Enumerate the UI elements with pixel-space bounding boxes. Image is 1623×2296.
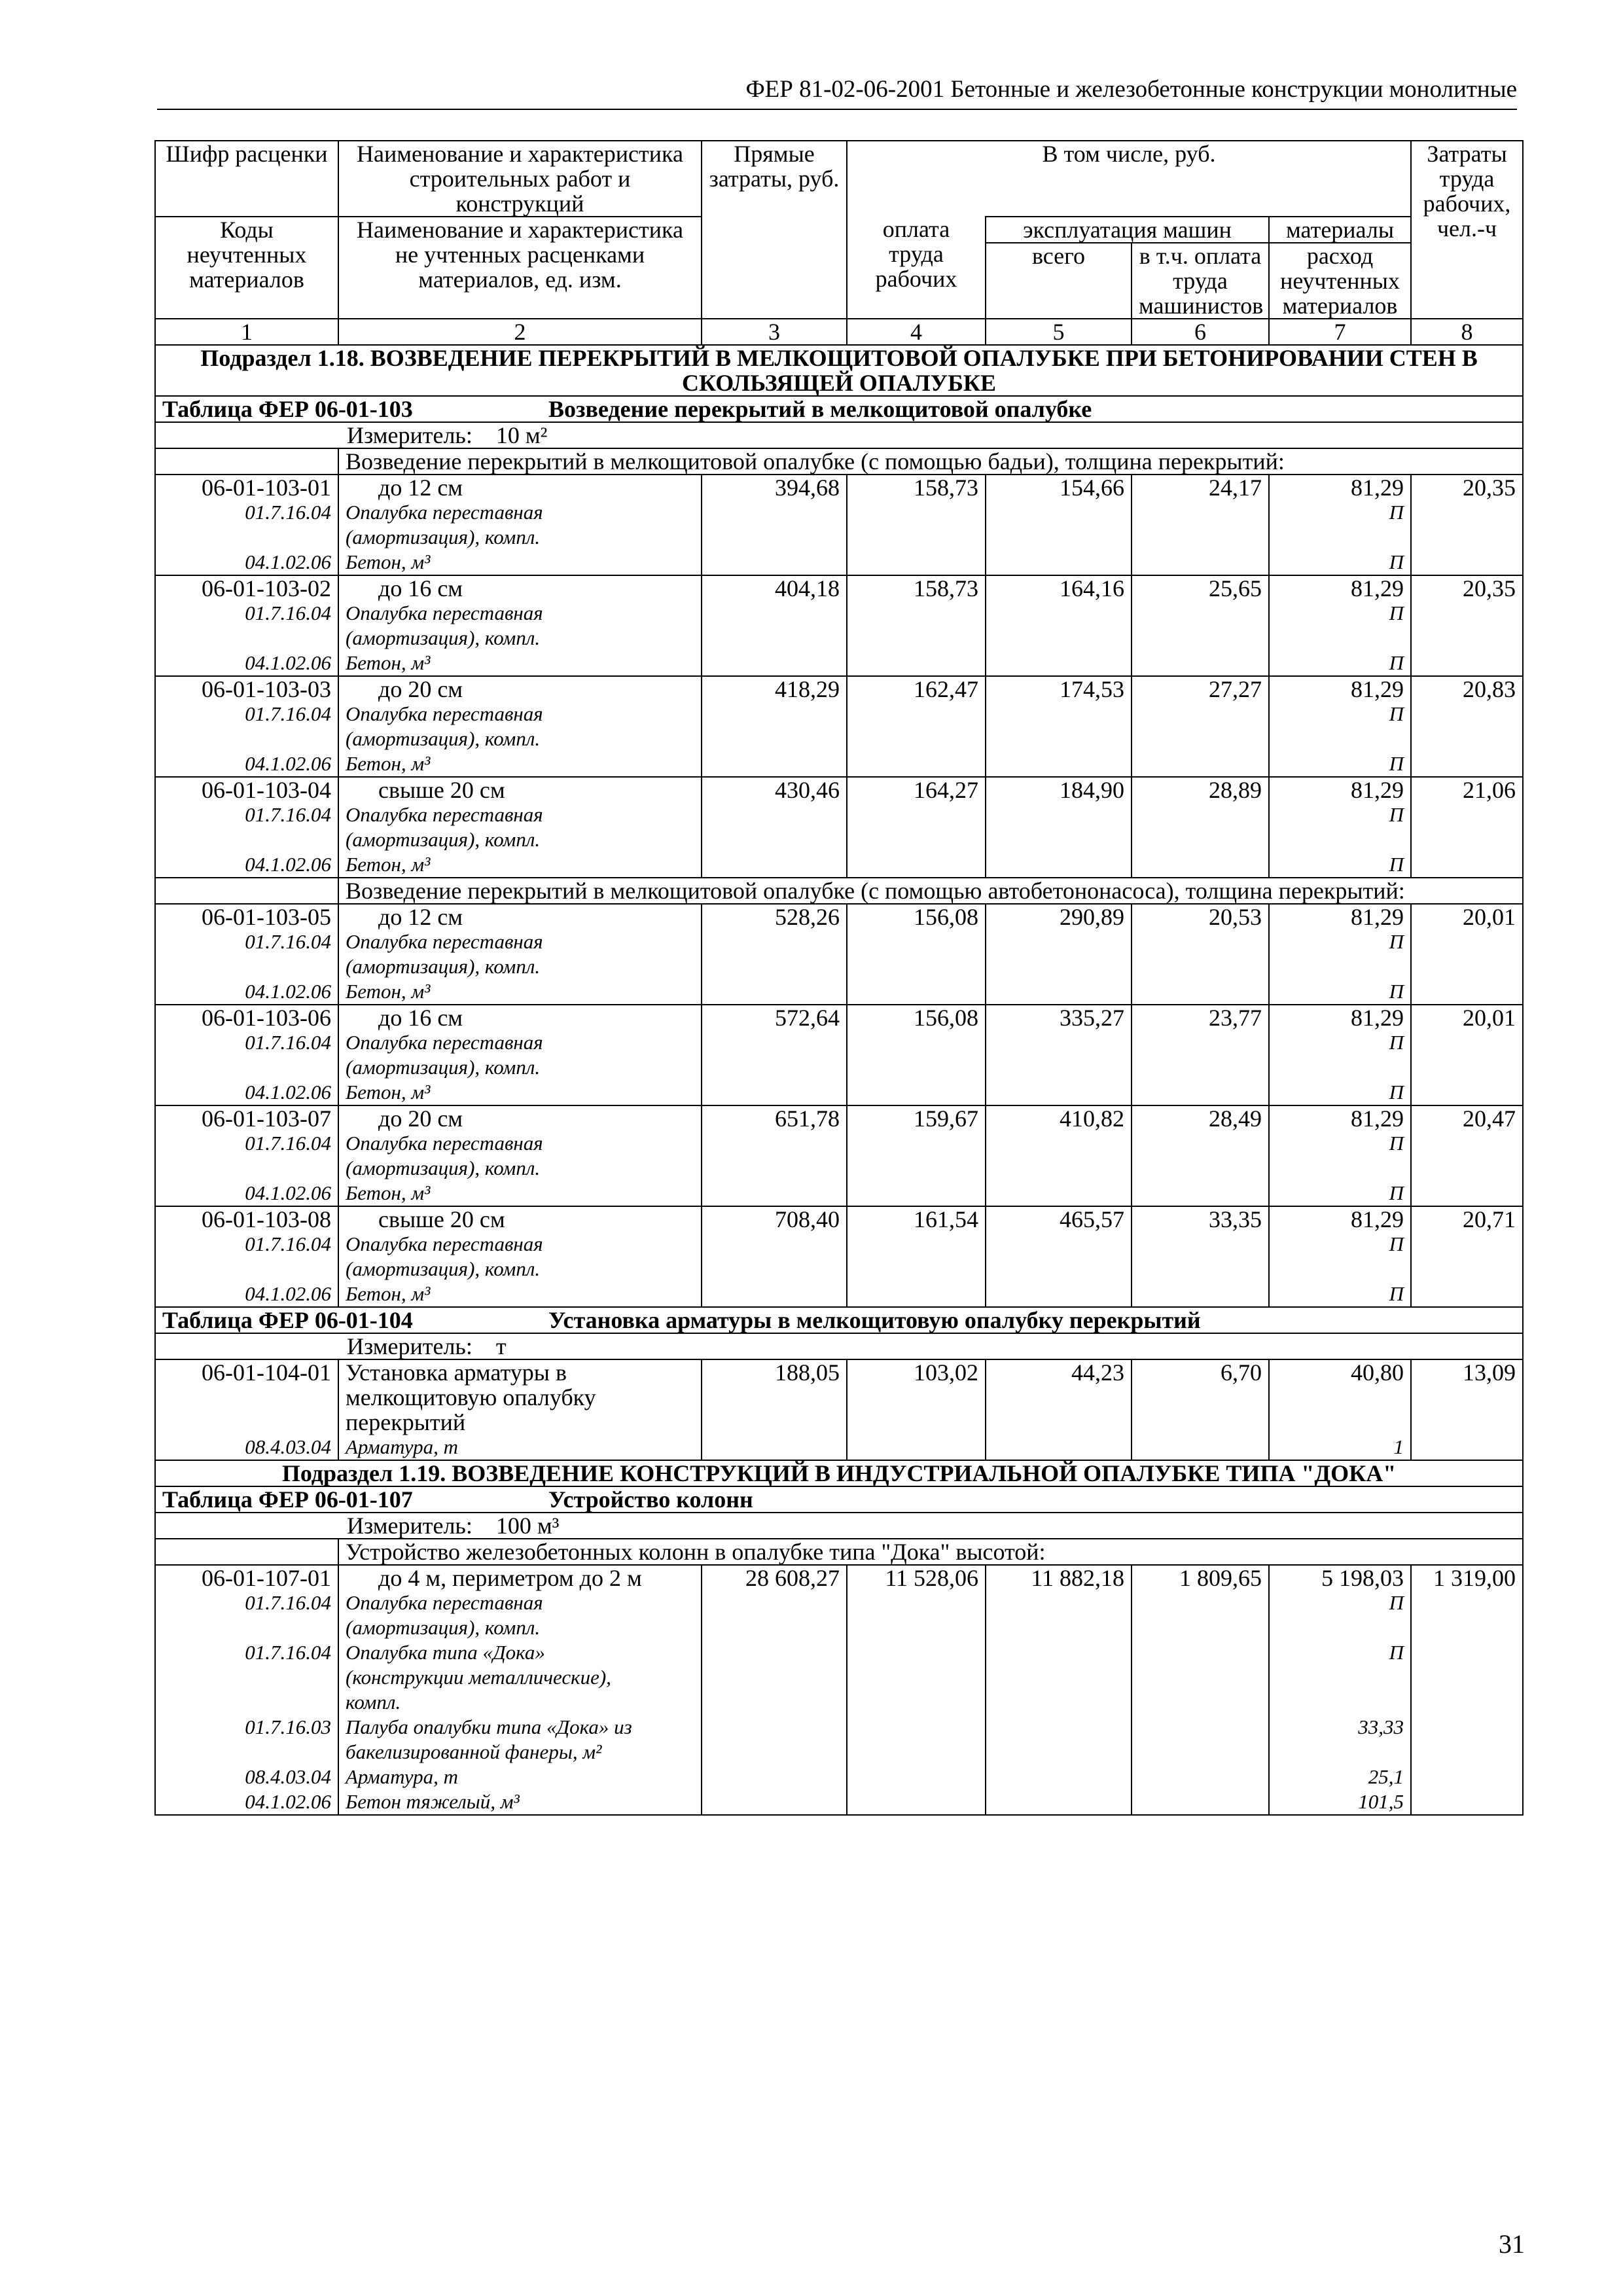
direct-cost: 418,29 bbox=[702, 676, 847, 777]
col-codes: Коды неучтенных материалов bbox=[155, 217, 338, 319]
rate-names: до 16 см Опалубка переставная (амортизация), компл. Бетон, м³ bbox=[338, 575, 702, 676]
labor-hours: 1 319,00 bbox=[1411, 1565, 1523, 1815]
col-number: 6 bbox=[1132, 319, 1269, 345]
section-title: Подраздел 1.18. ВОЗВЕДЕНИЕ ПЕРЕКРЫТИЙ В МЕЛКОЩИТОВОЙ ОПАЛУБКЕ ПРИ БЕТОНИРОВАНИИ СТЕН В СКОЛЬЗЯЩЕЙ ОПАЛУБКЕ bbox=[155, 345, 1523, 396]
rate-codes: 06-01-103-03 01.7.16.04 04.1.02.06 bbox=[155, 676, 338, 777]
col-cipher: Шифр расценки bbox=[155, 141, 338, 217]
labor-hours: 20,35 bbox=[1411, 575, 1523, 676]
materials: 81,29 П П bbox=[1269, 475, 1411, 575]
meter: Измеритель: т bbox=[155, 1333, 1523, 1359]
labor-pay: 158,73 bbox=[847, 575, 986, 676]
machinists-pay: 24,17 bbox=[1132, 475, 1269, 575]
col-name2: Наименование и характеристика не учтенных расценками материалов, ед. изм. bbox=[338, 217, 702, 319]
labor-pay: 162,47 bbox=[847, 676, 986, 777]
col-direct: Прямые затраты, руб. bbox=[702, 141, 847, 319]
meter: Измеритель: 100 м³ bbox=[155, 1513, 1523, 1539]
labor-pay: 156,08 bbox=[847, 904, 986, 1005]
col-labor-pay: оплата труда рабочих bbox=[847, 217, 986, 319]
direct-cost: 404,18 bbox=[702, 575, 847, 676]
direct-cost: 528,26 bbox=[702, 904, 847, 1005]
direct-cost: 188,05 bbox=[702, 1359, 847, 1460]
materials: 81,29 П П bbox=[1269, 777, 1411, 878]
table-title: Таблица ФЕР 06-01-103 Возведение перекрытий в мелкощитовой опалубке bbox=[155, 396, 1523, 422]
machinists-pay: 25,65 bbox=[1132, 575, 1269, 676]
machinists-pay: 23,77 bbox=[1132, 1005, 1269, 1105]
col-including: В том числе, руб. bbox=[847, 141, 1411, 217]
table-title: Таблица ФЕР 06-01-107 Устройство колонн bbox=[155, 1486, 1523, 1513]
labor-hours: 20,01 bbox=[1411, 904, 1523, 1005]
labor-pay: 164,27 bbox=[847, 777, 986, 878]
labor-hours: 21,06 bbox=[1411, 777, 1523, 878]
labor-pay: 159,67 bbox=[847, 1105, 986, 1206]
materials: 81,29 П П bbox=[1269, 1005, 1411, 1105]
machinists-pay: 1 809,65 bbox=[1132, 1565, 1269, 1815]
col-machines: эксплуатация машин bbox=[986, 217, 1269, 243]
col-number: 7 bbox=[1269, 319, 1411, 345]
materials: 81,29 П П bbox=[1269, 1105, 1411, 1206]
direct-cost: 708,40 bbox=[702, 1206, 847, 1307]
page-number: 31 bbox=[1499, 2229, 1525, 2259]
rate-codes: 06-01-107-01 01.7.16.04 01.7.16.04 01.7.16.03 08.4.03.04 04.1.02.06 bbox=[155, 1565, 338, 1815]
machinists-pay: 27,27 bbox=[1132, 676, 1269, 777]
labor-pay: 161,54 bbox=[847, 1206, 986, 1307]
rate-codes: 06-01-103-02 01.7.16.04 04.1.02.06 bbox=[155, 575, 338, 676]
machines-total: 44,23 bbox=[986, 1359, 1132, 1460]
rate-codes: 06-01-103-06 01.7.16.04 04.1.02.06 bbox=[155, 1005, 338, 1105]
price-table bbox=[154, 140, 1524, 1816]
labor-pay: 156,08 bbox=[847, 1005, 986, 1105]
meter: Измеритель: 10 м² bbox=[155, 422, 1523, 448]
rate-names: Установка арматуры в мелкощитовую опалубку перекрытий Арматура, т bbox=[338, 1359, 702, 1460]
direct-cost: 430,46 bbox=[702, 777, 847, 878]
machinists-pay: 20,53 bbox=[1132, 904, 1269, 1005]
col-number: 4 bbox=[847, 319, 986, 345]
machinists-pay: 28,49 bbox=[1132, 1105, 1269, 1206]
machines-total: 465,57 bbox=[986, 1206, 1132, 1307]
machines-total: 290,89 bbox=[986, 904, 1132, 1005]
labor-pay: 158,73 bbox=[847, 475, 986, 575]
machinists-pay: 6,70 bbox=[1132, 1359, 1269, 1460]
col-materials-spend: расход неучтенных материалов bbox=[1269, 243, 1411, 319]
materials: 81,29 П П bbox=[1269, 904, 1411, 1005]
rate-names: до 12 см Опалубка переставная (амортизация), компл. Бетон, м³ bbox=[338, 475, 702, 575]
machinists-pay: 33,35 bbox=[1132, 1206, 1269, 1307]
labor-hours: 20,47 bbox=[1411, 1105, 1523, 1206]
col-name: Наименование и характеристика строительных работ и конструкций bbox=[338, 141, 702, 217]
labor-hours: 13,09 bbox=[1411, 1359, 1523, 1460]
machines-total: 410,82 bbox=[986, 1105, 1132, 1206]
rate-names: свыше 20 см Опалубка переставная (амортизация), компл. Бетон, м³ bbox=[338, 1206, 702, 1307]
rate-names: до 4 м, периметром до 2 м Опалубка переставная (амортизация), компл. Опалубка типа «Дока» (конструкции металлические), компл. Палуба опалубки типа «Дока» из бакелизированной фанеры, м² Арматура, т Бетон тяжелый, м³ bbox=[338, 1565, 702, 1815]
rate-names: свыше 20 см Опалубка переставная (амортизация), компл. Бетон, м³ bbox=[338, 777, 702, 878]
materials: 40,80 1 bbox=[1269, 1359, 1411, 1460]
materials: 81,29 П П bbox=[1269, 575, 1411, 676]
group-caption: Возведение перекрытий в мелкощитовой опалубке (с помощью автобетононасоса), толщина перекрытий: bbox=[338, 878, 1523, 904]
machines-total: 164,16 bbox=[986, 575, 1132, 676]
rate-codes: 06-01-103-08 01.7.16.04 04.1.02.06 bbox=[155, 1206, 338, 1307]
col-number: 8 bbox=[1411, 319, 1523, 345]
col-machines-total: всего bbox=[986, 243, 1132, 319]
table-title: Таблица ФЕР 06-01-104 Установка арматуры в мелкощитовую опалубку перекрытий bbox=[155, 1307, 1523, 1333]
machines-total: 174,53 bbox=[986, 676, 1132, 777]
materials: 5 198,03 П П 33,33 25,1 101,5 bbox=[1269, 1565, 1411, 1815]
machinists-pay: 28,89 bbox=[1132, 777, 1269, 878]
col-materials: материалы bbox=[1269, 217, 1411, 243]
col-number: 2 bbox=[338, 319, 702, 345]
direct-cost: 394,68 bbox=[702, 475, 847, 575]
rate-codes: 06-01-104-01 08.4.03.04 bbox=[155, 1359, 338, 1460]
page-header: ФЕР 81-02-06-2001 Бетонные и железобетонные конструкции монолитные bbox=[157, 73, 1517, 110]
rate-codes: 06-01-103-01 01.7.16.04 04.1.02.06 bbox=[155, 475, 338, 575]
machines-total: 154,66 bbox=[986, 475, 1132, 575]
machines-total: 11 882,18 bbox=[986, 1565, 1132, 1815]
direct-cost: 651,78 bbox=[702, 1105, 847, 1206]
section-title: Подраздел 1.19. ВОЗВЕДЕНИЕ КОНСТРУКЦИЙ В ИНДУСТРИАЛЬНОЙ ОПАЛУБКЕ ТИПА "ДОКА" bbox=[155, 1460, 1523, 1486]
machines-total: 184,90 bbox=[986, 777, 1132, 878]
col-number: 1 bbox=[155, 319, 338, 345]
direct-cost: 572,64 bbox=[702, 1005, 847, 1105]
materials: 81,29 П П bbox=[1269, 676, 1411, 777]
labor-hours: 20,01 bbox=[1411, 1005, 1523, 1105]
group-caption: Устройство железобетонных колонн в опалубке типа "Дока" высотой: bbox=[338, 1539, 1523, 1565]
labor-hours: 20,83 bbox=[1411, 676, 1523, 777]
rate-names: до 20 см Опалубка переставная (амортизация), компл. Бетон, м³ bbox=[338, 1105, 702, 1206]
col-number: 3 bbox=[702, 319, 847, 345]
machines-total: 335,27 bbox=[986, 1005, 1132, 1105]
rate-names: до 12 см Опалубка переставная (амортизация), компл. Бетон, м³ bbox=[338, 904, 702, 1005]
rate-names: до 16 см Опалубка переставная (амортизация), компл. Бетон, м³ bbox=[338, 1005, 702, 1105]
col-number: 5 bbox=[986, 319, 1132, 345]
rate-codes: 06-01-103-05 01.7.16.04 04.1.02.06 bbox=[155, 904, 338, 1005]
rate-codes: 06-01-103-07 01.7.16.04 04.1.02.06 bbox=[155, 1105, 338, 1206]
materials: 81,29 П П bbox=[1269, 1206, 1411, 1307]
rate-codes: 06-01-103-04 01.7.16.04 04.1.02.06 bbox=[155, 777, 338, 878]
labor-hours: 20,35 bbox=[1411, 475, 1523, 575]
col-labor: Затраты труда рабочих, чел.-ч bbox=[1411, 141, 1523, 319]
direct-cost: 28 608,27 bbox=[702, 1565, 847, 1815]
labor-hours: 20,71 bbox=[1411, 1206, 1523, 1307]
labor-pay: 103,02 bbox=[847, 1359, 986, 1460]
group-caption: Возведение перекрытий в мелкощитовой опалубке (с помощью бадьи), толщина перекрытий: bbox=[338, 448, 1523, 475]
labor-pay: 11 528,06 bbox=[847, 1565, 986, 1815]
col-machinists: в т.ч. оплата труда машинистов bbox=[1132, 243, 1269, 319]
rate-names: до 20 см Опалубка переставная (амортизация), компл. Бетон, м³ bbox=[338, 676, 702, 777]
